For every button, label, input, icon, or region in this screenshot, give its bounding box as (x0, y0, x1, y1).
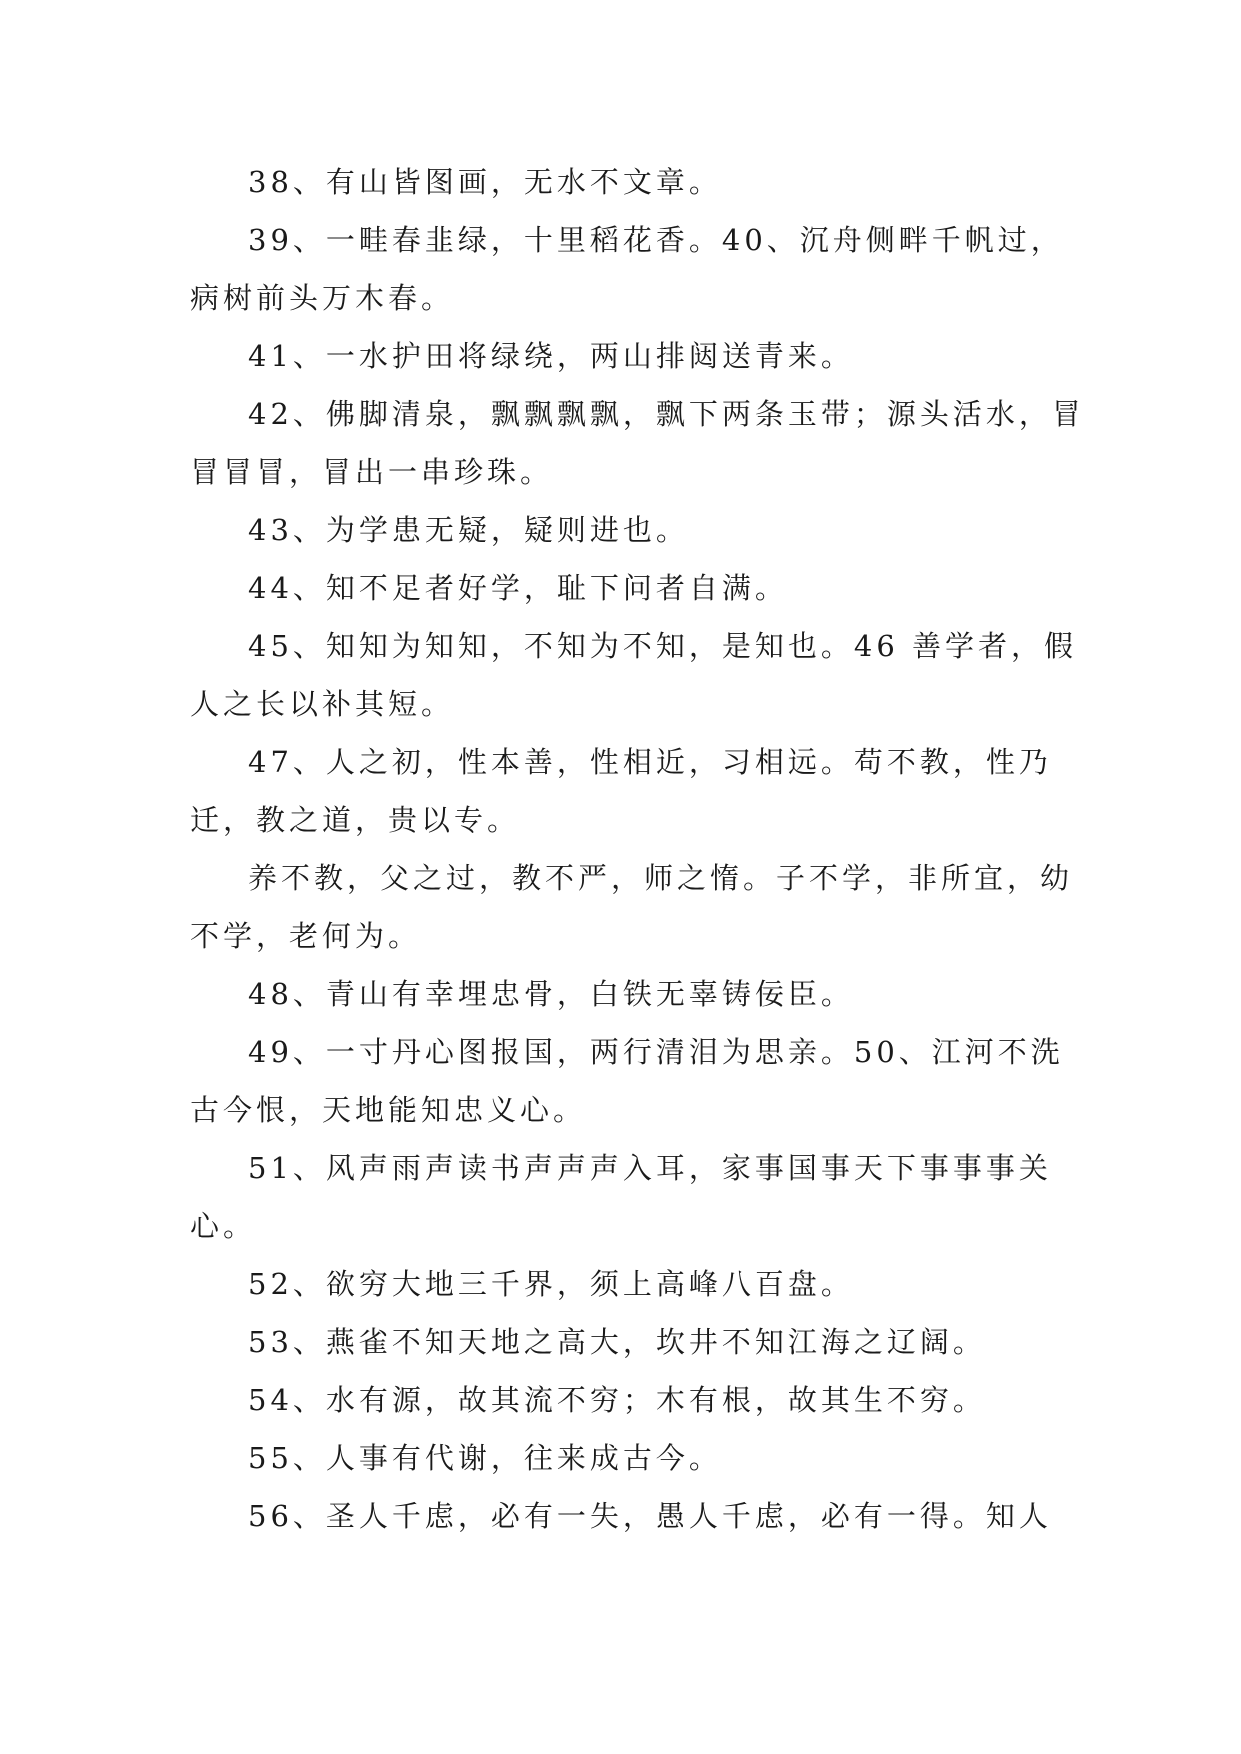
paragraph-49-50: 49、一寸丹心图报国，两行清泪为思亲。50、江河不洗古今恨，天地能知忠义心。 (190, 1035, 1064, 1127)
paragraph-41: 41、一水护田将绿绕，两山排闼送青来。 (248, 339, 854, 373)
paragraph-54: 54、水有源，故其流不穷；木有根，故其生不穷。 (248, 1383, 986, 1417)
paragraph-48: 48、青山有幸埋忠骨，白铁无辜铸佞臣。 (248, 977, 854, 1011)
paragraph-43: 43、为学患无疑，疑则进也。 (248, 513, 689, 547)
paragraph-38: 38、有山皆图画，无水不文章。 (248, 165, 722, 199)
paragraph-45-46: 45、知知为知知，不知为不知，是知也。46 善学者，假人之长以补其短。 (190, 629, 1078, 721)
paragraph-52: 52、欲穷大地三千界，须上高峰八百盘。 (248, 1267, 854, 1301)
paragraph-55: 55、人事有代谢，往来成古今。 (248, 1441, 722, 1475)
paragraph-53: 53、燕雀不知天地之高大，坎井不知江海之辽阔。 (248, 1325, 986, 1359)
paragraph-56: 56、圣人千虑，必有一失，愚人千虑，必有一得。知人 (248, 1499, 1052, 1533)
paragraph-42: 42、佛脚清泉，飘飘飘飘，飘下两条玉带；源头活水，冒冒冒冒，冒出一串珍珠。 (190, 397, 1085, 489)
paragraph-39-40: 39、一畦春韭绿，十里稻花香。40、沉舟侧畔千帆过，病树前头万木春。 (190, 223, 1064, 315)
paragraph-47-continued: 养不教，父之过，教不严，师之惰。子不学，非所宜，幼不学，老何为。 (190, 861, 1074, 953)
paragraph-44: 44、知不足者好学，耻下问者自满。 (248, 571, 788, 605)
paragraph-51: 51、风声雨声读书声声声入耳，家事国事天下事事事关心。 (190, 1151, 1052, 1243)
paragraph-47: 47、人之初，性本善，性相近，习相远。苟不教，性乃迁，教之道，贵以专。 (190, 745, 1052, 837)
document-body (190, 153, 1090, 1545)
